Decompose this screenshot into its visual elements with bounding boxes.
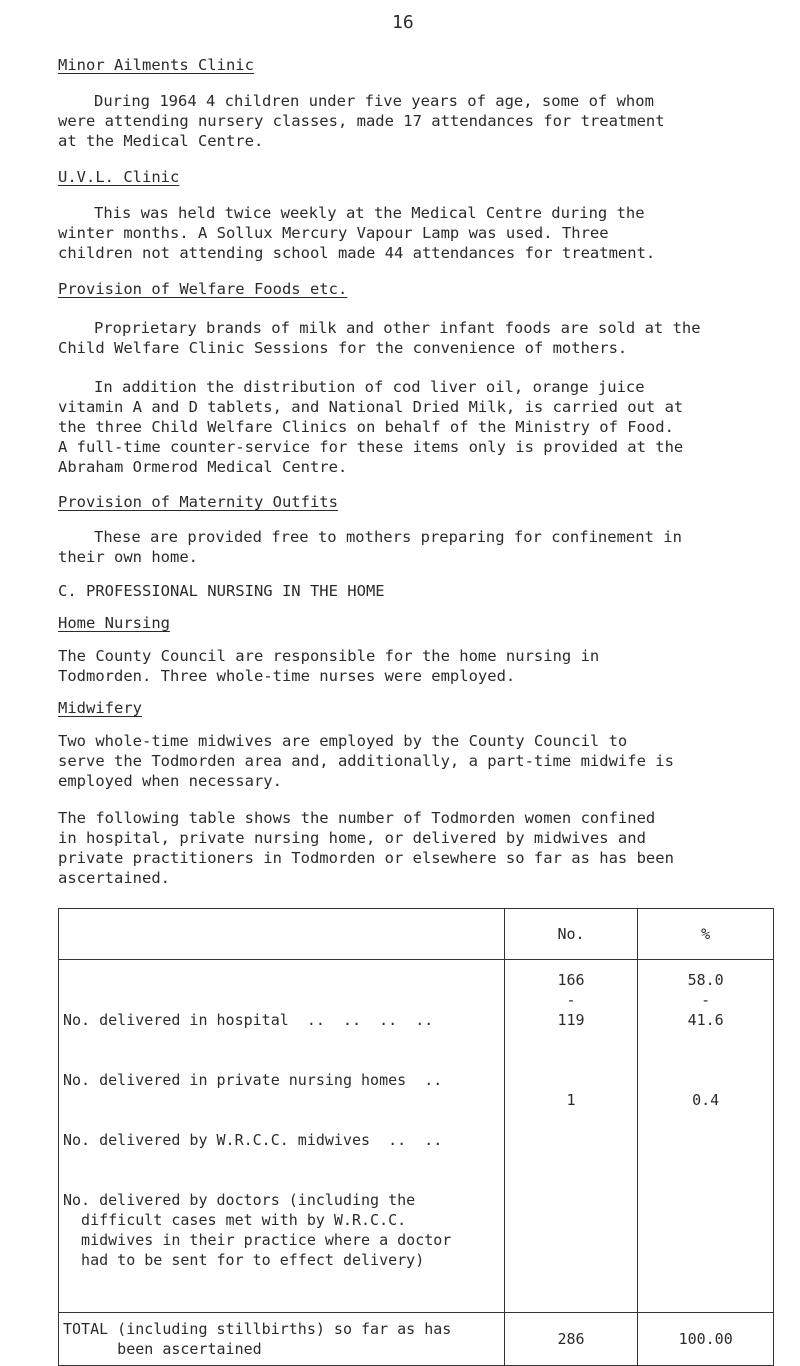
welfare-line: In addition the distribution of cod liver oil, orange juice xyxy=(94,378,645,396)
midwifery-line: ascertained. xyxy=(58,869,170,887)
total-label: TOTAL (including stillbirths) so far as has been ascertained xyxy=(59,1313,505,1366)
row-label: No. delivered in hospital .. .. .. .. xyxy=(63,1011,434,1029)
header-no: No. xyxy=(504,909,638,960)
minor-ailments-line: During 1964 4 children under five years of age, some of whom xyxy=(94,92,654,110)
uvl-line: winter months. A Sollux Mercury Vapour Lamp was used. Three xyxy=(58,224,609,242)
header-blank-cell xyxy=(59,909,505,960)
welfare-foods-heading: Provision of Welfare Foods etc. xyxy=(58,280,348,298)
row-no: 1 xyxy=(566,1091,576,1109)
home-nursing-heading: Home Nursing xyxy=(58,614,170,632)
midwifery-line: private practitioners in Todmorden or elsewhere so far as has been xyxy=(58,849,674,867)
row-no: - xyxy=(566,991,576,1009)
midwifery-line: Two whole-time midwives are employed by the County Council to xyxy=(58,732,628,750)
row-label: No. delivered by doctors (including the difficult cases met with by W.R.C.C. midwives in their practice where a doctor had to be sent for to effect delivery) xyxy=(63,1191,452,1269)
row-label: No. delivered by W.R.C.C. midwives .. .. xyxy=(63,1131,443,1149)
welfare-line: Abraham Ormerod Medical Centre. xyxy=(58,458,348,476)
maternity-line: These are provided free to mothers preparing for confinement in xyxy=(94,528,682,546)
minor-ailments-line: at the Medical Centre. xyxy=(58,132,264,150)
row-no: 166 xyxy=(557,971,585,989)
row-percent: 0.4 xyxy=(692,1091,720,1109)
percent-column xyxy=(638,960,774,1313)
welfare-line: A full-time counter-service for these items only is provided at the xyxy=(58,438,684,456)
no-column xyxy=(504,960,638,1313)
uvl-line: children not attending school made 44 attendances for treatment. xyxy=(58,244,656,262)
page-number: 16 xyxy=(392,12,414,33)
header-percent: % xyxy=(638,909,774,960)
uvl-line: This was held twice weekly at the Medical Centre during the xyxy=(94,204,645,222)
row-label: No. delivered in private nursing homes .. xyxy=(63,1071,443,1089)
total-percent: 100.00 xyxy=(638,1313,774,1366)
row-percent: 58.0 xyxy=(687,971,724,989)
home-nursing-line: The County Council are responsible for the home nursing in xyxy=(58,647,600,665)
uvl-clinic-heading: U.V.L. Clinic xyxy=(58,168,180,186)
total-no: 286 xyxy=(504,1313,638,1366)
maternity-line: their own home. xyxy=(58,548,198,566)
label-column xyxy=(59,960,505,1313)
minor-ailments-line: were attending nursery classes, made 17 attendances for treatment xyxy=(58,112,665,130)
welfare-line: the three Child Welfare Clinics on behalf of the Ministry of Food. xyxy=(58,418,674,436)
confinement-table xyxy=(58,908,774,1366)
maternity-outfits-heading: Provision of Maternity Outfits xyxy=(58,493,338,511)
midwifery-heading: Midwifery xyxy=(58,699,142,717)
section-c-heading: C. PROFESSIONAL NURSING IN THE HOME xyxy=(58,582,385,600)
row-percent: 41.6 xyxy=(687,1011,724,1029)
midwifery-line: The following table shows the number of Todmorden women confined xyxy=(58,809,656,827)
row-percent: - xyxy=(701,991,711,1009)
welfare-line: Child Welfare Clinic Sessions for the convenience of mothers. xyxy=(58,339,628,357)
table-header-row xyxy=(59,909,774,960)
home-nursing-line: Todmorden. Three whole-time nurses were employed. xyxy=(58,667,516,685)
welfare-line: vitamin A and D tablets, and National Dried Milk, is carried out at xyxy=(58,398,684,416)
table-total-row xyxy=(59,1313,774,1366)
welfare-line: Proprietary brands of milk and other infant foods are sold at the xyxy=(94,319,701,337)
minor-ailments-heading: Minor Ailments Clinic xyxy=(58,56,254,74)
midwifery-line: employed when necessary. xyxy=(58,772,282,790)
midwifery-line: serve the Todmorden area and, additionally, a part-time midwife is xyxy=(58,752,674,770)
table-body xyxy=(59,960,774,1313)
midwifery-line: in hospital, private nursing home, or delivered by midwives and xyxy=(58,829,646,847)
row-no: 119 xyxy=(557,1011,585,1029)
